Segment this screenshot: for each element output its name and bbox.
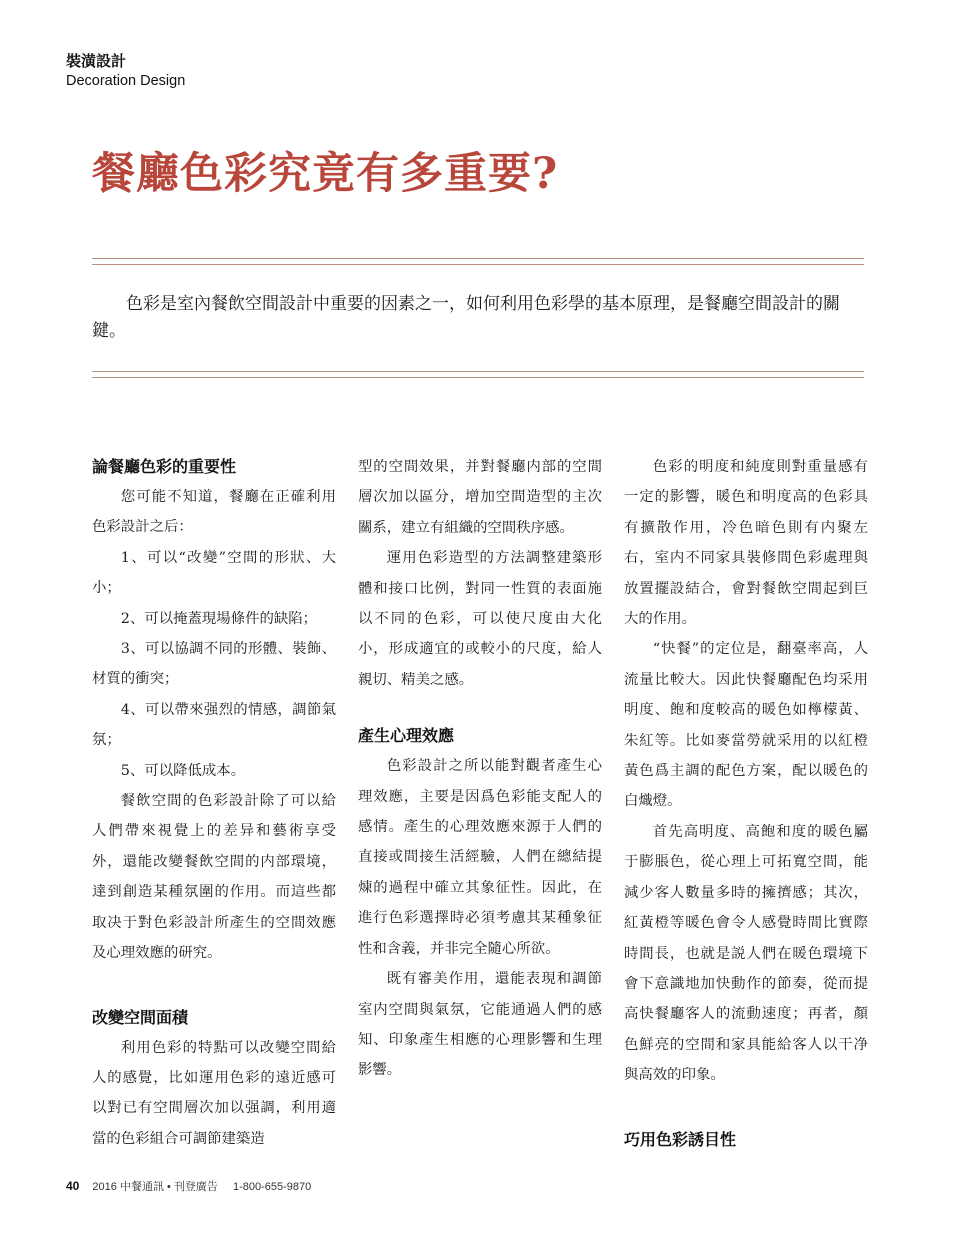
paragraph: 餐飲空間的色彩設計除了可以給人們帶來視覺上的差异和藝術享受外，還能改變餐飲空間的内部環境，達到創造某種氛圍的作用。而這些都取决于對色彩設計所產生的空間效應及心理效應的研究。 [92,793,336,962]
subheading-psychology: 產生心理效應 [358,726,455,746]
page-footer [66,1178,311,1194]
paragraph: “快餐”的定位是，翻臺率高，人流量比較大。因此快餐廳配色均采用明度、飽和度較高的暖色如檸檬黃、朱紅等。比如麥當勞就采用的以紅橙黃色爲主調的配色方案，配以暖色的白熾燈。 [624,641,868,810]
paragraph: 首先高明度、高飽和度的暖色屬于膨脹色，從心理上可拓寬空間，能減少客人數量多時的擁擠感；其次，紅黃橙等暖色會令人感覺時間比實際時間長，也就是説人們在暖色環境下會下意識地加快動作的節奏，從而提高快餐廳客人的流動速度；再者，顏色鮮亮的空間和家具能給客人以干净與高效的印象。 [624,823,868,1084]
paragraph: 既有審美作用，還能表現和調節室内空間與氣氛，它能通過人們的感知、印象產生相應的心理影響和生理影響。 [358,971,602,1079]
subheading-change-space: 改變空間面積 [92,1007,189,1027]
column-1 [92,452,336,1154]
bottom-divider [92,371,864,378]
article-intro: 色彩是室內餐飲空間設計中重要的因素之一，如何利用色彩學的基本原理，是餐廳空間設計的關鍵。 [92,294,840,341]
list-item: 4、可以帶來强烈的情感，調節氣氛； [92,701,336,749]
paragraph: 型的空間效果，并對餐廳内部的空間層次加以區分，增加空間造型的主次關系，建立有組織的空間秩序感。 [358,459,602,536]
publication-info: 2016 中餐通訊 • 刊登廣告 [92,1181,218,1193]
subheading-eye-catching: 巧用色彩誘目性 [624,1129,737,1149]
paragraph: 色彩設計之所以能對觀者產生心理效應，主要是因爲色彩能支配人的感情。產生的心理效應來源于人們的直接或間接生活經驗，人們在總結提煉的過程中確立其象征性。因此，在進行色彩選擇時必須考慮其某種象征性和含義，并非完全隨心所欲。 [358,758,602,957]
list-item: 1、可以“改變”空間的形狀、大小； [92,549,336,597]
subheading-importance: 論餐廳色彩的重要性 [92,457,237,476]
phone-number: 1-800-655-9870 [232,1181,312,1193]
page-number: 40 [66,1179,80,1193]
top-divider [92,258,864,265]
article-title: 餐廳色彩究竟有多重要? [92,149,559,199]
paragraph: 您可能不知道，餐廳在正確利用色彩設計之后： [92,489,336,536]
list-item: 3、可以協調不同的形體、裝飾、材質的衝突； [92,641,336,688]
section-label-english: Decoration Design [66,73,186,89]
column-2 [358,452,602,1086]
paragraph: 色彩的明度和純度則對重量感有一定的影響，暖色和明度高的色彩具有擴散作用，冷色暗色則有内聚左右，室内不同家具裝修間色彩處理與放置擺設結合，會對餐飲空間起到巨大的作用。 [624,459,868,628]
list-item: 2、可以掩蓋現場條件的缺陷； [120,610,318,627]
paragraph: 利用色彩的特點可以改變空間給人的感覺，比如運用色彩的遠近感可以對已有空間層次加以强調，利用適當的色彩組合可調節建築造 [92,1039,336,1147]
section-label-chinese: 裝潢設計 [66,52,127,70]
list-item: 5、可以降低成本。 [120,762,246,779]
column-3 [624,452,868,1155]
paragraph: 運用色彩造型的方法調整建築形體和接口比例，對同一性質的表面施以不同的色彩，可以使尺度由大化小，形成適宜的或較小的尺度，給人親切、精美之感。 [358,550,602,688]
